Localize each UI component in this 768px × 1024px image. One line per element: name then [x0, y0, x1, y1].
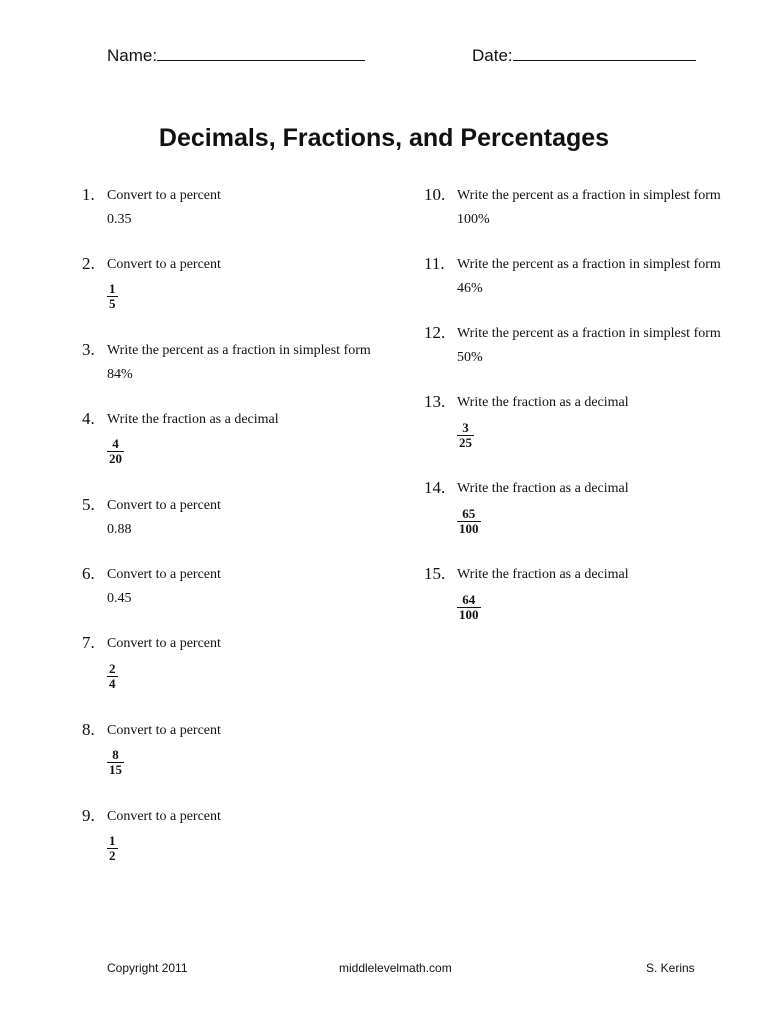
page-title: Decimals, Fractions, and Percentages: [158, 124, 610, 152]
name-blank-line[interactable]: [157, 46, 365, 61]
question-fraction: [107, 748, 124, 777]
question-prompt: Write the percent as a fraction in simplest form: [457, 257, 721, 272]
fraction-numerator: 2: [109, 661, 116, 676]
fraction-denominator: 15: [109, 762, 122, 777]
question-prompt: Write the fraction as a decimal: [457, 567, 629, 582]
question-number: 10.: [424, 185, 446, 204]
question-number: 11.: [424, 254, 445, 273]
question-number: 5.: [82, 495, 95, 514]
question-prompt: Write the fraction as a decimal: [107, 412, 279, 427]
question-number: 14.: [424, 478, 446, 497]
fraction-numerator: 8: [112, 747, 119, 762]
question-value: 0.88: [107, 522, 132, 537]
question-fraction: [457, 421, 474, 450]
footer-author: S. Kerins: [646, 961, 695, 975]
fraction-numerator: 3: [462, 420, 469, 435]
fraction-numerator: 4: [112, 436, 119, 451]
question-prompt: Convert to a percent: [107, 723, 221, 738]
question-prompt: Convert to a percent: [107, 809, 221, 824]
question-value: 100%: [457, 212, 490, 227]
fraction-denominator: 4: [109, 676, 116, 691]
question-prompt: Write the percent as a fraction in simplest form: [457, 326, 721, 341]
question-value: 84%: [107, 367, 133, 382]
question-fraction: [107, 437, 124, 466]
question-number: 6.: [82, 564, 95, 583]
footer-copyright: Copyright 2011: [107, 961, 188, 975]
date-field[interactable]: [472, 46, 696, 66]
fraction-numerator: 1: [109, 281, 116, 296]
question-fraction: [107, 282, 118, 311]
question-value: 0.35: [107, 212, 132, 227]
question-prompt: Convert to a percent: [107, 498, 221, 513]
question-prompt: Write the percent as a fraction in simplest form: [457, 188, 721, 203]
question-prompt: Convert to a percent: [107, 188, 221, 203]
question-value: 50%: [457, 350, 483, 365]
question-fraction: [457, 593, 481, 622]
fraction-denominator: 20: [109, 451, 122, 466]
question-number: 13.: [424, 392, 446, 411]
question-value: 46%: [457, 281, 483, 296]
fraction-denominator: 2: [109, 848, 116, 863]
question-number: 7.: [82, 633, 95, 652]
question-number: 1.: [82, 185, 95, 204]
question-prompt: Convert to a percent: [107, 636, 221, 651]
name-field[interactable]: [107, 46, 365, 66]
question-number: 8.: [82, 720, 95, 739]
question-fraction: [457, 507, 481, 536]
question-fraction: [107, 834, 118, 863]
fraction-denominator: 25: [459, 435, 472, 450]
question-prompt: Write the fraction as a decimal: [457, 395, 629, 410]
question-number: 15.: [424, 564, 446, 583]
date-label: Date:: [472, 46, 513, 65]
fraction-numerator: 64: [462, 592, 476, 607]
fraction-numerator: 65: [462, 506, 476, 521]
fraction-denominator: 100: [459, 521, 479, 536]
question-prompt: Write the fraction as a decimal: [457, 481, 629, 496]
fraction-numerator: 1: [109, 833, 116, 848]
date-blank-line[interactable]: [513, 46, 696, 61]
question-prompt: Write the percent as a fraction in simplest form: [107, 343, 371, 358]
question-number: 2.: [82, 254, 95, 273]
fraction-denominator: 100: [459, 607, 479, 622]
question-number: 4.: [82, 409, 95, 428]
fraction-denominator: 5: [109, 296, 116, 311]
question-fraction: [107, 662, 118, 691]
question-number: 3.: [82, 340, 95, 359]
question-number: 12.: [424, 323, 446, 342]
question-prompt: Convert to a percent: [107, 567, 221, 582]
footer-site: middlelevelmath.com: [339, 961, 452, 975]
question-number: 9.: [82, 806, 95, 825]
name-label: Name:: [107, 46, 158, 65]
question-value: 0.45: [107, 591, 132, 606]
question-prompt: Convert to a percent: [107, 257, 221, 272]
